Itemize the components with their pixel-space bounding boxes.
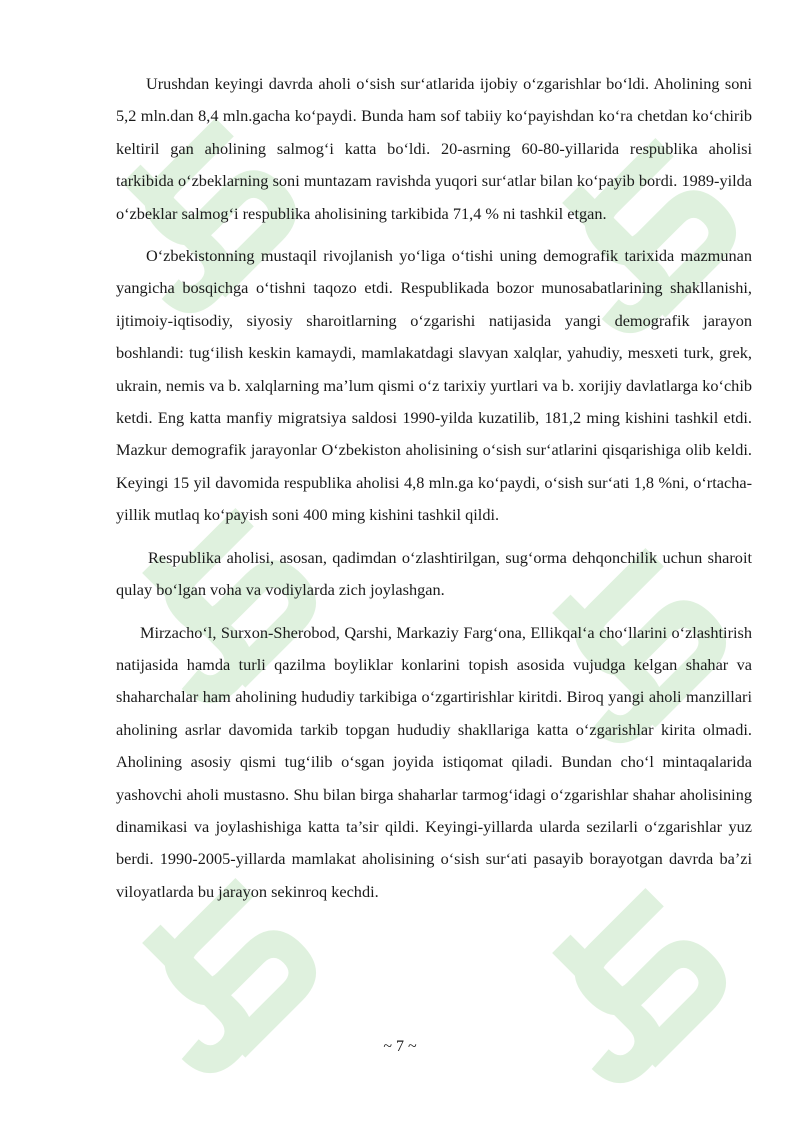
paragraph: Mirzacho‘l, Surxon-Sherobod, Qarshi, Markaziy Farg‘ona, Ellikqal‘a cho‘llarini o‘zlashtirish natijasida hamda turli qazilma boyliklar konlarini topish asosida vujudga kelgan shahar va shaharchalar ham aholining hududiy tarkibiga o‘zgartirishlar kiritdi. Biroq yangi aholi manzillari aholining asrlar davomida tarkib topgan hududiy shakllariga katta o‘zgarishlar kirita olmadi. Aholining asosiy qismi tug‘ilib o‘sgan joyida istiqomat qiladi. Bundan cho‘l mintaqalarida yashovchi aholi mustasno. Shu bilan birga shaharlar tarmog‘idagi o‘zgarishlar shahar aholisining dinamikasi va joylashishiga katta ta’sir qildi. Keyingi-yillarda ularda sezilarli o‘zgarishlar yuz berdi. 1990-2005-yillarda mamlakat aholisining o‘sish sur‘ati pasayib borayotgan davrda ba’zi viloyatlarda bu jarayon sekinroq kechdi. [116, 622, 752, 901]
paragraph: Respublika aholisi, asosan, qadimdan o‘zlashtirilgan, sug‘orma dehqonchilik uchun sharoit qulay bo‘lgan voha va vodiylarda zich joylashgan. [116, 547, 752, 600]
page-number: ~ 7 ~ [383, 1038, 417, 1055]
paragraph: Urushdan keyingi davrda aholi o‘sish sur‘atlarida ijobiy o‘zgarishlar bo‘ldi. Aholining soni 5,2 mln.dan 8,4 mln.gacha ko‘paydi. Bunda ham sof tabiiy ko‘payishdan ko‘ra chetdan ko‘chirib keltiril gan aholining salmog‘i katta bo‘ldi. 20-asrning 60-80-yillarida respublika aholisi tarkibida o‘zbeklarning soni muntazam ravishda yuqori sur‘atlar bilan ko‘payib bordi. 1989-yilda o‘zbeklar salmog‘i respublika aholisining tarkibida 71,4 % ni tashkil etgan. [116, 74, 752, 223]
paragraph: O‘zbekistonning mustaqil rivojlanish yo‘liga o‘tishi uning demografik tarixida mazmunan yangicha bosqichga o‘tishni taqozo etdi. Respublikada bozor munosabatlarining shakllanishi, ijtimoiy-iqtisodiy, siyosiy sharoitlarning o‘zgarishi natijasida yangi demografik jarayon boshlandi: tug‘ilish keskin kamaydi, mamlakatdagi slavyan xalqlar, yahudiy, mesxeti turk, grek, ukrain, nemis va b. xalqlarning ma’lum qismi o‘z tarixiy yurtlari va b. xorijiy davlatlarga ko‘chib ketdi. Eng katta manfiy migratsiya saldosi 1990-yilda kuzatilib, 181,2 ming kishini tashkil etdi. Mazkur demografik jarayonlar O‘zbekiston aholisining o‘sish sur‘atlarini qisqarishiga olib keldi. Keyingi 15 yil davomida respublika aholisi 4,8 mln.ga ko‘paydi, o‘sish sur‘ati 1,8 %ni, o‘rtacha-yillik mutlaq ko‘payish soni 400 ming kishini tashkil qildi. [116, 246, 752, 525]
page-body [116, 68, 752, 918]
